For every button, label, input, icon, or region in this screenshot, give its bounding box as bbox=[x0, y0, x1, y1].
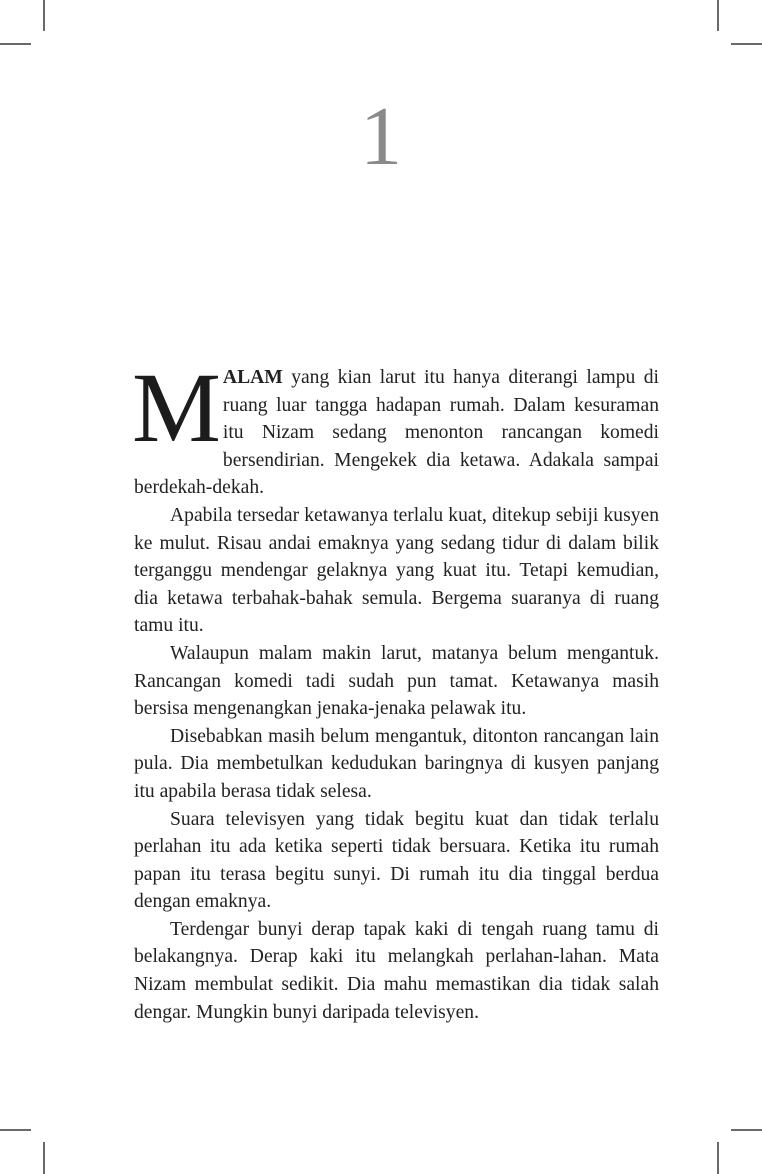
crop-mark-top-right-vertical bbox=[717, 0, 719, 31]
paragraph-4: Disebabkan masih belum mengantuk, ditonton rancangan lain pula. Dia membetulkan kedudukan baringnya di kusyen panjang itu apabila berasa tidak selesa. bbox=[134, 725, 659, 802]
crop-mark-bottom-right-horizontal bbox=[731, 1129, 762, 1131]
crop-mark-top-left-vertical bbox=[43, 0, 45, 31]
lead-word: ALAM bbox=[222, 367, 283, 388]
paragraph-6: Terdengar bunyi derap tapak kaki di tengah ruang tamu di belakangnya. Derap kaki itu melangkah perlahan-lahan. Mata Nizam membulat sedikit. Dia mahu memastikan dia tidak salah dengar. Mungkin bunyi daripada televisyen. bbox=[134, 918, 659, 1023]
crop-mark-bottom-left-horizontal bbox=[0, 1129, 31, 1131]
chapter-number: 1 bbox=[360, 90, 402, 183]
drop-cap: M bbox=[132, 352, 221, 463]
paragraph-1-text: yang kian larut itu hanya diterangi lampu di ruang luar tangga hadapan rumah. Dalam kesuraman itu Nizam sedang menonton rancangan komedi bersendirian. Mengekek dia ketawa. Adakala sampai berdekah-dekah. bbox=[134, 367, 659, 499]
paragraph-1 bbox=[132, 352, 659, 502]
paragraph-5: Suara televisyen yang tidak begitu kuat dan tidak terlalu perlahan itu ada ketika seperti tidak bersuara. Ketika itu rumah papan itu terasa begitu sunyi. Di rumah itu dia tinggal berdua dengan emaknya. bbox=[134, 808, 659, 913]
crop-mark-top-right-horizontal bbox=[731, 43, 762, 45]
paragraph-3: Walaupun malam makin larut, matanya belum mengantuk. Rancangan komedi tadi sudah pun tamat. Ketawanya masih bersisa mengenangkan jenaka-jenaka pelawak itu. bbox=[134, 642, 659, 720]
chapter-body bbox=[132, 352, 659, 1026]
paragraph-2: Apabila tersedar ketawanya terlalu kuat, ditekup sebiji kusyen ke mulut. Risau andai emaknya yang sedang tidur di dalam bilik terganggu mendengar gelaknya yang kuat itu. Tetapi kemudian, dia ketawa terbahak-bahak semula. Bergema suaranya di ruang tamu itu. bbox=[134, 504, 659, 637]
crop-mark-bottom-right-vertical bbox=[717, 1142, 719, 1174]
crop-mark-bottom-left-vertical bbox=[43, 1142, 45, 1174]
crop-mark-top-left-horizontal bbox=[0, 43, 31, 45]
